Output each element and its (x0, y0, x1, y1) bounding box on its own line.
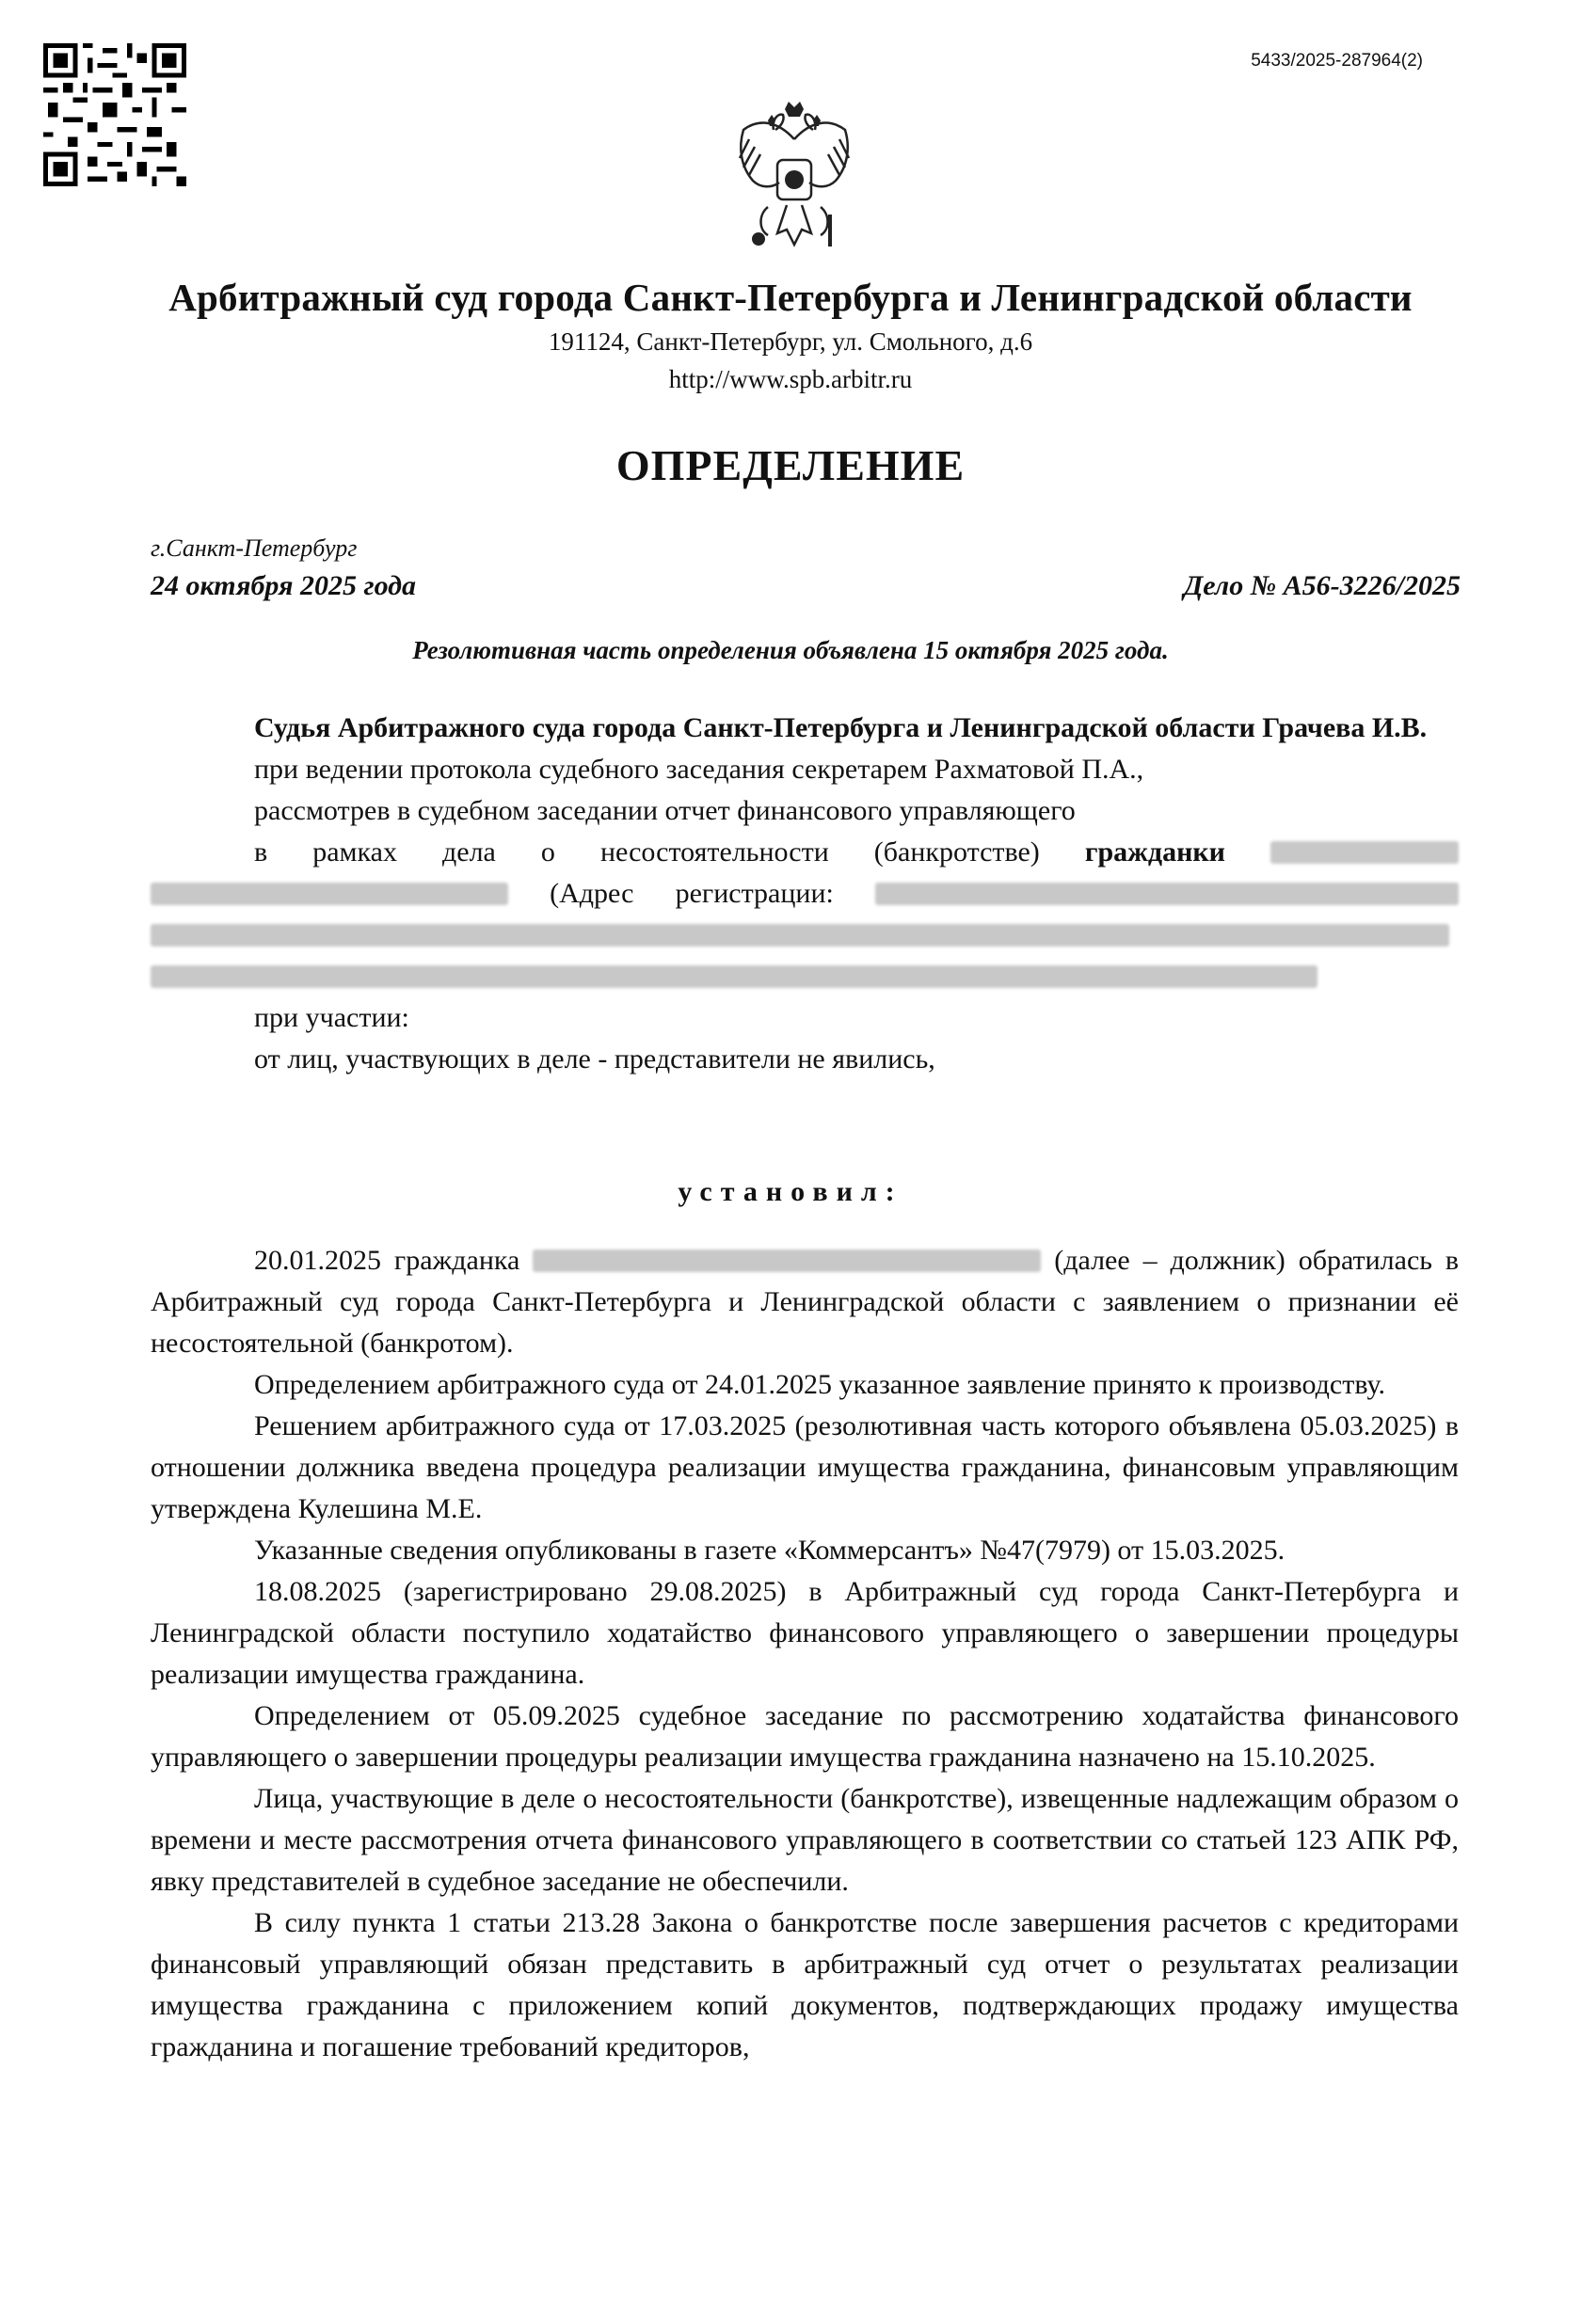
court-website-link[interactable]: http://www.spb.arbitr.ru (668, 365, 913, 393)
court-name: Арбитражный суд города Санкт-Петербурга и Ленинградской области (168, 276, 1413, 319)
debtor-label: гражданки (1084, 836, 1225, 868)
paragraph-date: 20.01.2025 гражданка (254, 1245, 520, 1276)
considering-line: рассмотрев в судебном заседании отчет финансового управляющего (254, 795, 1076, 826)
document-number: 5433/2025-287964(2) (1251, 51, 1423, 71)
redacted-address (875, 883, 1459, 905)
case-number: Дело № А56-3226/2025 (1183, 570, 1461, 601)
paragraph: Указанные сведения опубликованы в газете «Коммерсантъ» №47(7979) от 15.03.2025. (254, 1535, 1286, 1566)
redacted-address (151, 924, 1449, 947)
case-line (151, 832, 1459, 997)
participation-line: при участии: (254, 1002, 409, 1033)
paragraph: Определением арбитражного суда от 24.01.2025 указанное заявление принято к производству. (254, 1369, 1385, 1400)
paragraph: В силу пункта 1 статьи 213.28 Закона о банкротстве после завершения расчетов с кредиторами финансовый управляющий обязан представить в арбитражный суд отчет о результатах реализации имущества гражданина с приложением копий документов, подтверждающих продажу имущества гражданина и погашение требований кредиторов, (151, 1907, 1459, 2062)
redacted-name (1270, 841, 1459, 864)
representatives-line: от лиц, участвующих в деле - представители не явились, (254, 1043, 935, 1074)
coat-of-arms-icon (730, 102, 858, 254)
paragraph: Лица, участвующие в деле о несостоятельности (банкротстве), извещенные надлежащим образом о времени и месте рассмотрения отчета финансового управляющего в соответствии со статьей 123 АПК РФ, явку представителей в судебное заседание не обеспечили. (151, 1783, 1459, 1897)
city: г.Санкт-Петербург (151, 534, 358, 562)
document-title: ОПРЕДЕЛЕНИЕ (615, 441, 966, 489)
redacted-name (533, 1250, 1041, 1272)
secretary-line: при ведении протокола судебного заседания секретарем Рахматовой П.А., (254, 754, 1144, 785)
intro-block (151, 708, 1459, 1080)
decision-date: 24 октября 2025 года (151, 570, 417, 601)
redacted-address (151, 965, 1318, 988)
qr-code (43, 43, 186, 186)
paragraph: Решением арбитражного суда от 17.03.2025 (резолютивная часть которого объявлена 05.03.2025) в отношении должника введена процедура реализации имущества гражданина, финансовым управляющим утверждена Кулешина М.Е. (151, 1410, 1459, 1524)
paragraph (151, 1240, 1459, 1364)
paragraph-rest: (далее – должник) обратилась в Арбитражный суд города Санкт-Петербурга и Ленинградской области с заявлением о признании её несостоятельной (банкротом). (151, 1245, 1460, 1359)
redacted-name (151, 883, 508, 905)
case-prefix: в рамках дела о несостоятельности (банкротстве) (254, 836, 1040, 868)
address-label: (Адрес регистрации: (550, 878, 834, 909)
judge-line: Судья Арбитражного суда города Санкт-Петербурга и Ленинградской области Грачева И.В. (254, 712, 1428, 743)
paragraph: Определением от 05.09.2025 судебное заседание по рассмотрению ходатайства финансового управляющего о завершении процедуры реализации имущества гражданина назначено на 15.10.2025. (151, 1700, 1459, 1773)
section-heading: установил: (678, 1176, 903, 1207)
paragraph: 18.08.2025 (зарегистрировано 29.08.2025) в Арбитражный суд города Санкт-Петербурга и Ленинградской области поступило ходатайство финансового управляющего о завершении процедуры реализации имущества гражданина. (151, 1576, 1459, 1690)
operative-part-note: Резолютивная часть определения объявлена 15 октября 2025 года. (412, 636, 1169, 664)
body-text (151, 1240, 1459, 2068)
court-address: 191124, Санкт-Петербург, ул. Смольного, д.6 (548, 327, 1033, 356)
